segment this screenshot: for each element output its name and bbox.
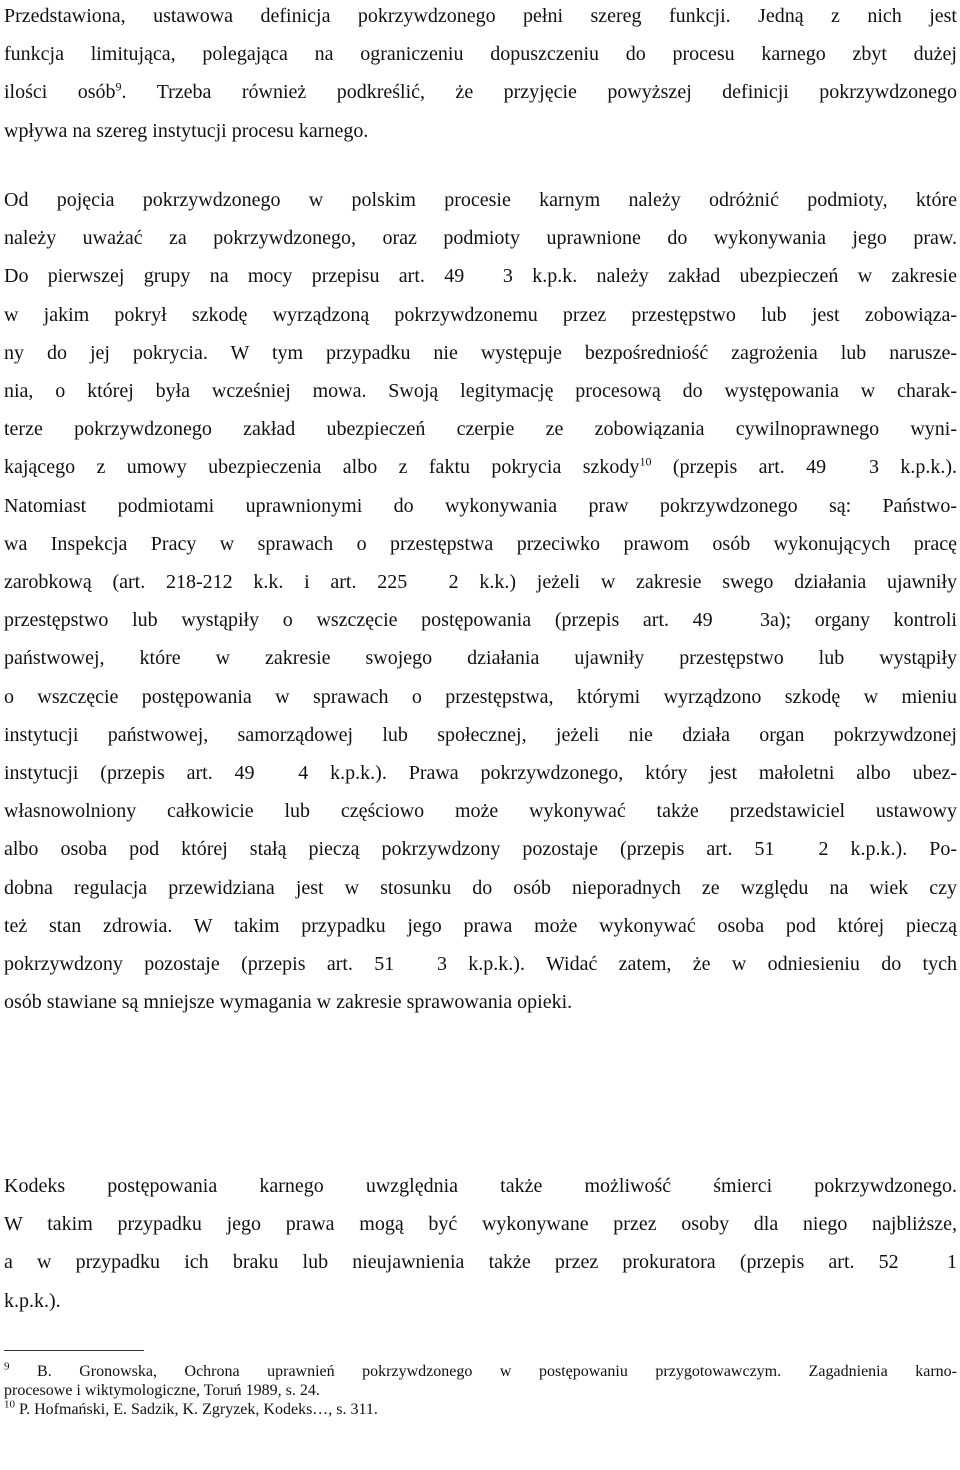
text-line [4, 761, 957, 785]
line-text: własnowolniony całkowicie lub częściowo może wykonywać także przedstawiciel ustawowy [4, 800, 957, 823]
footnote-line [4, 1362, 957, 1381]
text-line [4, 226, 957, 250]
line-text: Natomiast podmiotami uprawnionymi do wykonywania praw pokrzywdzonego są: Państwo- [4, 494, 957, 517]
text-line [4, 799, 957, 823]
footnote-line [4, 1400, 957, 1419]
line-text: . Trzeba również podkreślić, że przyjęcie powyższej definicji pokrzywdzonego [121, 81, 957, 104]
footnote-line [4, 1381, 957, 1400]
text-line [4, 4, 957, 28]
line-text: k.p.k.). [4, 1289, 61, 1312]
footnote-marker: 10 [639, 454, 652, 469]
text-line [4, 532, 957, 556]
footnote-separator [4, 1350, 144, 1351]
text-line [4, 952, 957, 976]
footnote-text: B. Gronowska, Ochrona uprawnień pokrzywdzonego w postępowaniu przygotowawczym. Zagadnienia karno- [9, 1363, 957, 1380]
line-text: funkcja limitująca, polegająca na ograniczeniu dopuszczeniu do procesu karnego zbyt dużej [4, 43, 957, 66]
text-line [4, 42, 957, 66]
footnote-number: 9 [4, 1360, 10, 1373]
line-text: pokrzywdzony pozostaje (przepis art. 51 3 k.p.k.). Widać zatem, że w odniesieniu do tych [4, 953, 957, 975]
line-text: albo osoba pod której stałą pieczą pokrzywdzony pozostaje (przepis art. 51 2 k.p.k.). Po- [4, 838, 957, 861]
line-text: ilości osób [4, 81, 116, 104]
line-text: ny do jej pokrycia. W tym przypadku nie występuje bezpośredniość zagrożenia lub narusze- [4, 341, 957, 364]
line-text: państwowej, które w zakresie swojego działania ujawniły przestępstwo lub wystąpiły [4, 647, 957, 670]
text-line [4, 379, 957, 403]
text-line [4, 188, 957, 212]
line-text: instytucji państwowej, samorządowej lub społecznej, jeżeli nie działa organ pokrzywdzonej [4, 723, 957, 746]
line-text: Kodeks postępowania karnego uwzględnia także możliwość śmierci pokrzywdzonego. [4, 1175, 957, 1197]
line-text: należy uważać za pokrzywdzonego, oraz podmioty uprawnione do wykonywania jego praw. [4, 227, 957, 250]
text-line [4, 685, 957, 709]
line-text: przestępstwo lub wystąpiły o wszczęcie postępowania (przepis art. 49 3a); organy kontroli [4, 609, 957, 632]
line-text: instytucji (przepis art. 49 4 k.p.k.). Prawa pokrzywdzonego, który jest małoletni albo ubez- [4, 762, 957, 784]
text-line [4, 494, 957, 518]
line-text: Przedstawiona, ustawowa definicja pokrzywdzonego pełni szereg funkcji. Jedną z nich jest [4, 5, 957, 27]
text-line [4, 80, 957, 104]
text-line [4, 119, 957, 143]
line-text: w jakim pokrył szkodę wyrządzoną pokrzywdzonemu przez przestępstwo lub jest zobowiąza- [4, 303, 957, 326]
line-text: dobna regulacja przewidziana jest w stosunku do osób nieporadnych ze względu na wiek czy [4, 876, 957, 899]
text-line [4, 570, 957, 594]
text-line [4, 723, 957, 747]
line-text: terze pokrzywdzonego zakład ubezpieczeń czerpie ze zobowiązania cywilnoprawnego wyni- [4, 418, 957, 441]
line-text: też stan zdrowia. W takim przypadku jego prawa może wykonywać osoba pod której pieczą [4, 914, 957, 937]
footnote-text: P. Hofmański, E. Sadzik, K. Zgryzek, Kodeks…, s. 311. [15, 1401, 378, 1418]
text-line [4, 876, 957, 900]
line-text: W takim przypadku jego prawa mogą być wykonywane przez osoby dla niego najbliższe, [4, 1213, 957, 1236]
line-text: kającego z umowy ubezpieczenia albo z faktu pokrycia szkody [4, 456, 640, 479]
text-line [4, 303, 957, 327]
line-text: Od pojęcia pokrzywdzonego w polskim procesie karnym należy odróżnić podmioty, które [4, 189, 957, 211]
text-line [4, 608, 957, 632]
text-line [4, 837, 957, 861]
footnote-text: procesowe i wiktymologiczne, Toruń 1989, s. 24. [4, 1382, 320, 1399]
line-text: osób stawiane są mniejsze wymagania w zakresie sprawowania opieki. [4, 991, 573, 1014]
text-line [4, 990, 957, 1014]
line-text: zarobkową (art. 218-212 k.k. i art. 225 2 k.k.) jeżeli w zakresie swego działania ujawniły [4, 571, 957, 593]
footnote-marker: 9 [115, 79, 122, 94]
footnote-number: 10 [4, 1398, 15, 1411]
text-line [4, 1174, 957, 1198]
line-text: o wszczęcie postępowania w sprawach o przestępstwa, którymi wyrządzono szkodę w mieniu [4, 685, 957, 708]
line-text: Do pierwszej grupy na mocy przepisu art. 49 3 k.p.k. należy zakład ubezpieczeń w zakresie [4, 265, 957, 288]
line-text: a w przypadku ich braku lub nieujawnienia także przez prokuratora (przepis art. 52 1 [4, 1251, 957, 1274]
text-line [4, 264, 957, 288]
text-line [4, 1212, 957, 1236]
text-line [4, 341, 957, 365]
text-line [4, 914, 957, 938]
text-line [4, 417, 957, 441]
line-text: wpływa na szereg instytucji procesu karnego. [4, 119, 369, 142]
text-line [4, 455, 957, 479]
text-line [4, 1250, 957, 1274]
line-text: nia, o której była wcześniej mowa. Swoją legitymację procesową do występowania w charak- [4, 380, 957, 402]
text-line [4, 646, 957, 670]
line-text: (przepis art. 49 3 k.p.k.). [651, 456, 958, 479]
line-text: wa Inspekcja Pracy w sprawach o przestępstwa przeciwko prawom osób wykonujących pracę [4, 532, 957, 555]
text-line [4, 1289, 957, 1313]
